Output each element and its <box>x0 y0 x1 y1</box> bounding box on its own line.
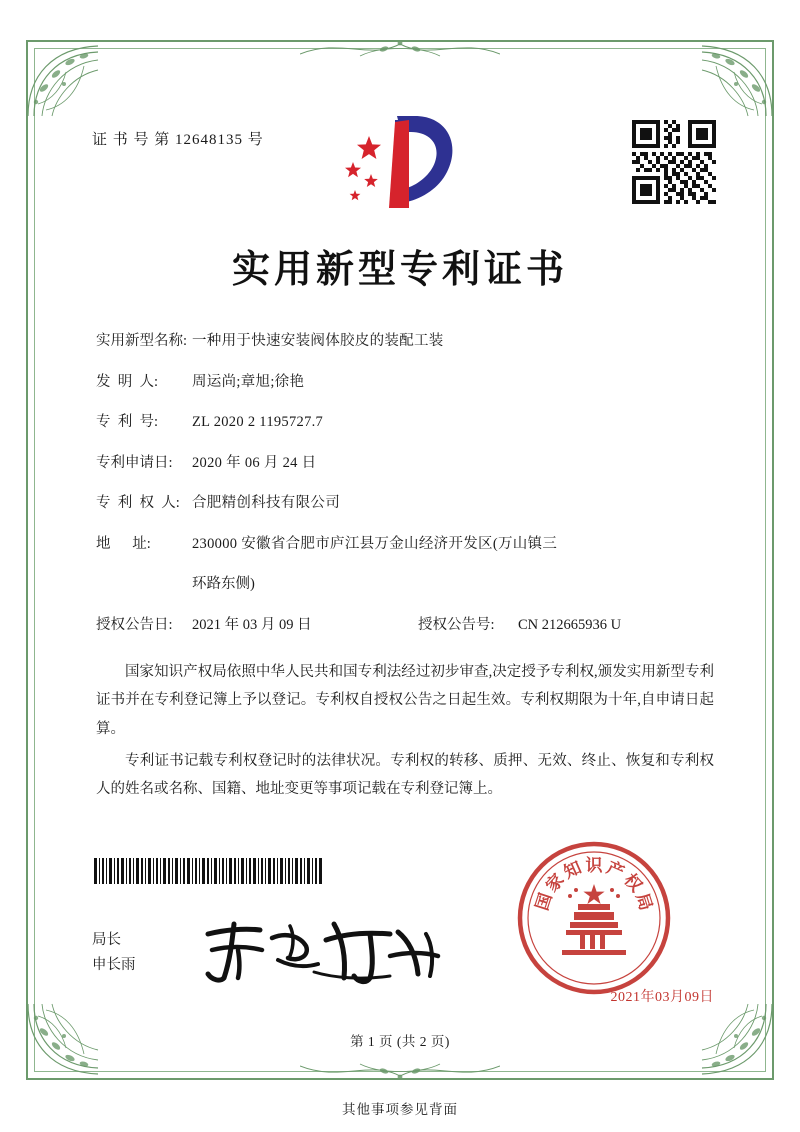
director-name: 申长雨 <box>92 956 136 973</box>
certificate-content <box>34 48 766 1072</box>
field-inventors <box>96 369 714 397</box>
field-label: 专利申请日: <box>96 454 173 471</box>
svg-text:产: 产 <box>603 857 627 884</box>
director-block <box>92 928 136 977</box>
field-value: 周运尚;章旭;徐艳 <box>192 373 305 390</box>
field-list <box>96 328 714 652</box>
svg-text:权: 权 <box>619 870 646 897</box>
barcode <box>94 858 324 884</box>
field-value: ZL 2020 2 1195727.7 <box>192 414 324 431</box>
field-label-grant-date: 授权公告日: <box>96 616 173 633</box>
svg-text:知: 知 <box>561 857 585 884</box>
field-label-grant-number: 授权公告号: <box>418 616 495 633</box>
page-title: 实用新型专利证书 <box>231 246 568 291</box>
svg-text:国: 国 <box>532 890 557 914</box>
field-grant-row <box>96 612 714 640</box>
footer-note: 其他事项参见背面 <box>342 1102 458 1117</box>
legal-text <box>96 658 714 807</box>
field-patent-number <box>96 409 714 437</box>
field-value-grant-number: CN 212665936 U <box>518 616 622 633</box>
legal-paragraph-2: 专利证书记载专利权登记时的法律状况。专利权的转移、质押、无效、终止、恢复和专利权人的姓名或名称、国籍、地址变更等事项记载在专利登记簿上。 <box>96 752 714 798</box>
field-label: 专 利 号: <box>96 414 159 431</box>
svg-text:局: 局 <box>631 890 656 914</box>
svg-text:家: 家 <box>542 870 569 897</box>
field-label: 发 明 人: <box>96 373 159 390</box>
legal-paragraph-1: 国家知识产权局依照中华人民共和国专利法经过初步审查,决定授予专利权,颁发实用新型专利证书并在专利登记簿上予以登记。专利权自授权公告之日起生效。专利权期限为十年,自申请日起算。 <box>96 664 714 737</box>
director-title: 局长 <box>92 932 121 948</box>
field-label: 地 址: <box>96 535 151 552</box>
field-address <box>96 531 714 559</box>
field-label: 专 利 权 人: <box>96 495 180 512</box>
field-value: 230000 安徽省合肥市庐江县万金山经济开发区(万山镇三 <box>192 535 558 552</box>
field-value: 2020 年 06 月 24 日 <box>192 454 317 471</box>
field-utility-model-name <box>96 328 714 356</box>
svg-text:识: 识 <box>585 856 603 876</box>
field-patentee <box>96 490 714 518</box>
field-value: 合肥精创科技有限公司 <box>192 495 340 512</box>
field-label: 实用新型名称: <box>96 333 188 349</box>
field-value: 一种用于快速安装阀体胶皮的装配工装 <box>192 333 444 349</box>
field-value-grant-date: 2021 年 03 月 09 日 <box>192 616 312 633</box>
certificate-number: 证 书 号 第 12648135 号 <box>92 132 264 148</box>
qr-code <box>632 120 716 204</box>
address-line-2: 环路东侧) <box>192 576 255 593</box>
page-number: 第 1 页 (共 2 页) <box>350 1034 450 1049</box>
official-red-seal <box>514 838 674 998</box>
seal-date: 2021年03月09日 <box>610 990 714 1005</box>
cnipa-logo <box>335 110 465 215</box>
field-application-date <box>96 450 714 478</box>
handwritten-signature <box>194 916 454 988</box>
